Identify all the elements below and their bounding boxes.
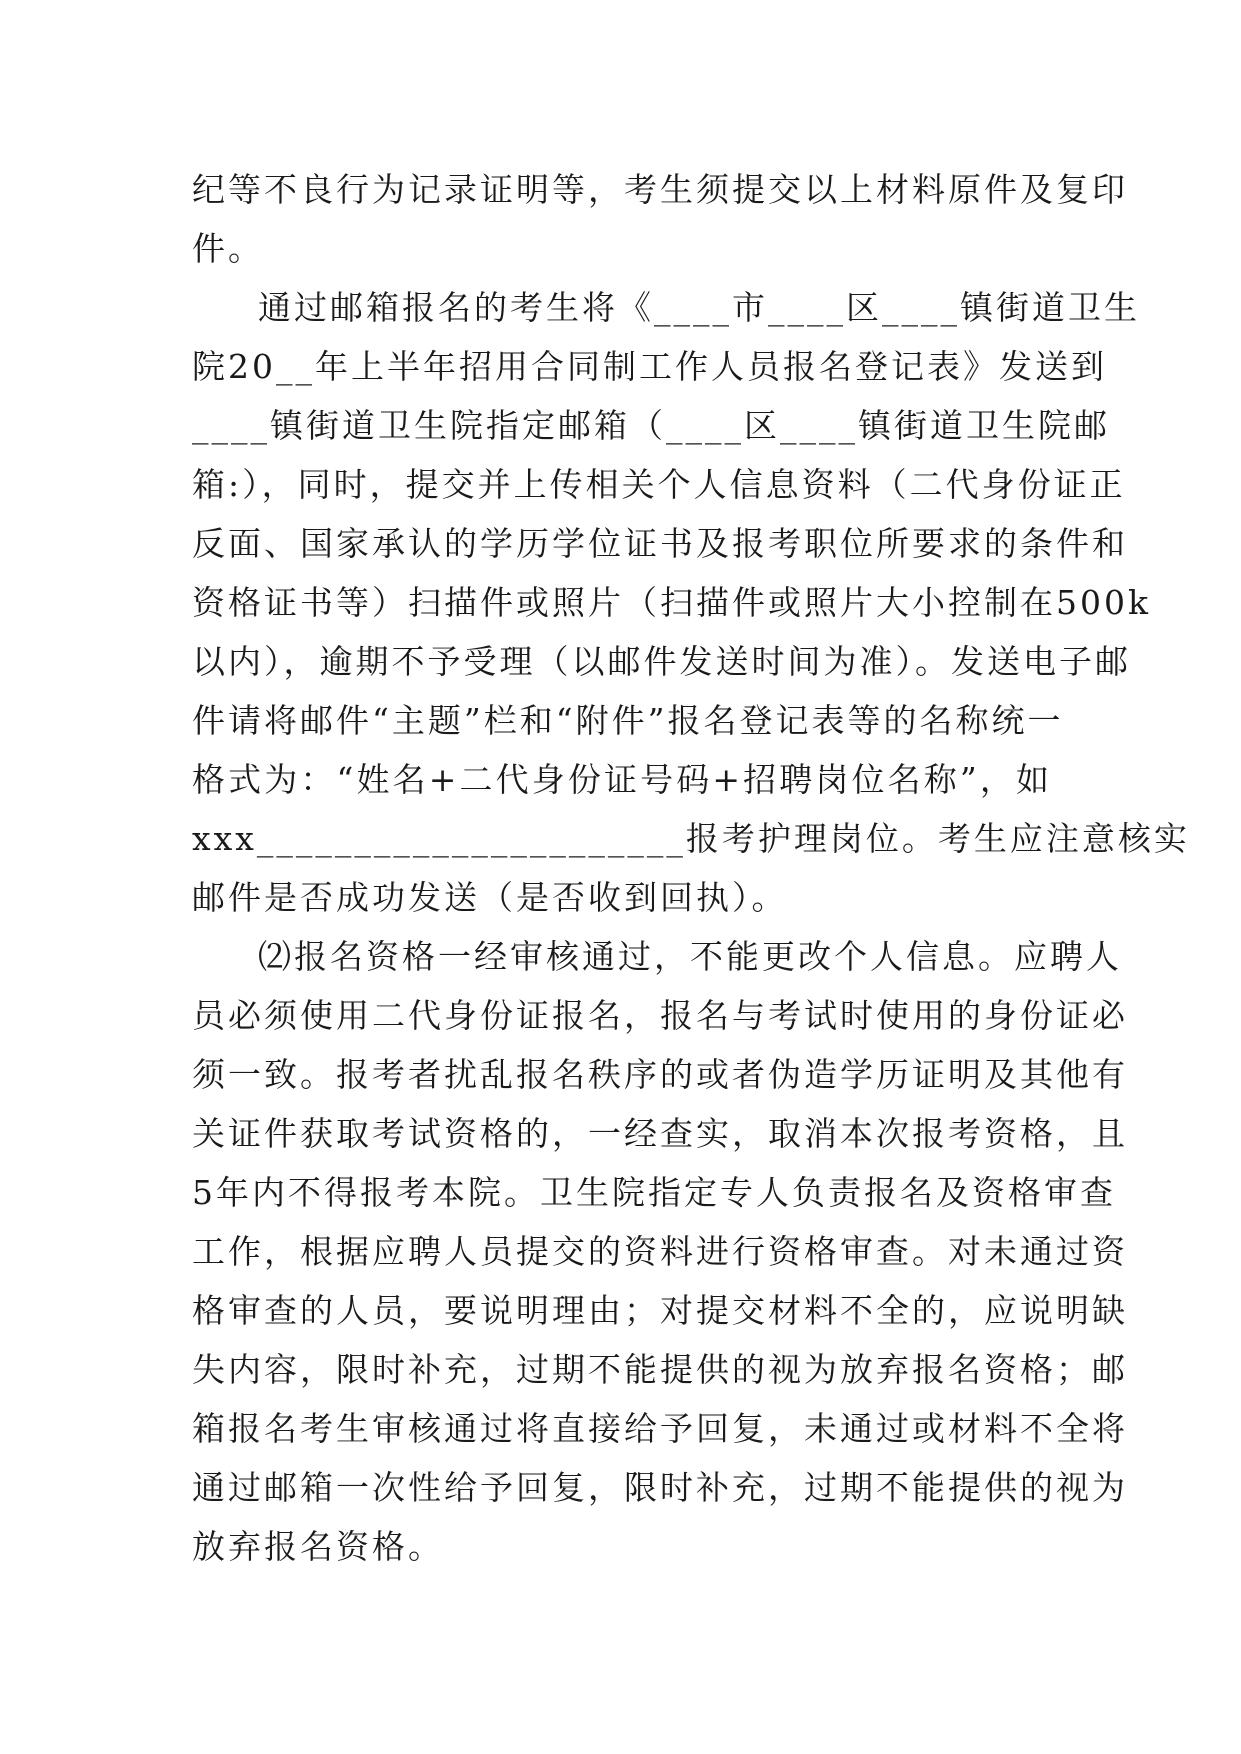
text-line: 件请将邮件“主题”栏和“附件”报名登记表等的名称统一 [192, 701, 1064, 740]
text-line: ____镇街道卫生院指定邮箱（____区____镇街道卫生院邮 [192, 406, 1110, 445]
text-line: 格审查的人员，要说明理由；对提交材料不全的，应说明缺 [192, 1291, 1128, 1330]
text-line: 员必须使用二代身份证报名，报名与考试时使用的身份证必 [192, 996, 1128, 1035]
text-line: 失内容，限时补充，过期不能提供的视为放弃报名资格；邮 [192, 1350, 1128, 1389]
text-line: 反面、国家承认的学历学位证书及报考职位所要求的条件和 [192, 524, 1128, 563]
text-line: 以内），逾期不予受理（以邮件发送时间为准）。发送电子邮 [192, 642, 1131, 681]
document-body [192, 160, 1190, 1576]
text-line: 纪等不良行为记录证明等，考生须提交以上材料原件及复印 [192, 170, 1128, 209]
text-line: 放弃报名资格。 [192, 1527, 444, 1566]
text-line: 箱报名考生审核通过将直接给予回复，未通过或材料不全将 [192, 1409, 1128, 1448]
text-line: 院20__年上半年招用合同制工作人员报名登记表》发送到 [192, 347, 1107, 386]
text-line: 箱:），同时，提交并上传相关个人信息资料（二代身份证正 [192, 465, 1126, 504]
paragraph-first-line: 通过邮箱报名的考生将《____市____区____镇街道卫生 [258, 288, 1140, 327]
text-line: 通过邮箱一次性给予回复，限时补充，过期不能提供的视为 [192, 1468, 1128, 1507]
text-line: 资格证书等）扫描件或照片（扫描件或照片大小控制在500k [192, 583, 1151, 622]
text-line: 须一致。报考者扰乱报名秩序的或者伪造学历证明及其他有 [192, 1055, 1128, 1094]
text-line: xxx______________________报考护理岗位。考生应注意核实 [192, 819, 1190, 858]
text-line: 件。 [192, 229, 264, 268]
text-line: 邮件是否成功发送（是否收到回执）。 [192, 878, 788, 917]
paragraph-first-line: ⑵报名资格一经审核通过，不能更改个人信息。应聘人 [258, 937, 1122, 976]
text-line: 关证件获取考试资格的，一经查实，取消本次报考资格，且 [192, 1114, 1128, 1153]
text-line: 格式为：“姓名+二代身份证号码+招聘岗位名称”，如 [192, 760, 1052, 799]
text-line: 5年内不得报考本院。卫生院指定专人负责报名及资格审查 [192, 1173, 1116, 1212]
text-line: 工作，根据应聘人员提交的资料进行资格审查。对未通过资 [192, 1232, 1128, 1271]
